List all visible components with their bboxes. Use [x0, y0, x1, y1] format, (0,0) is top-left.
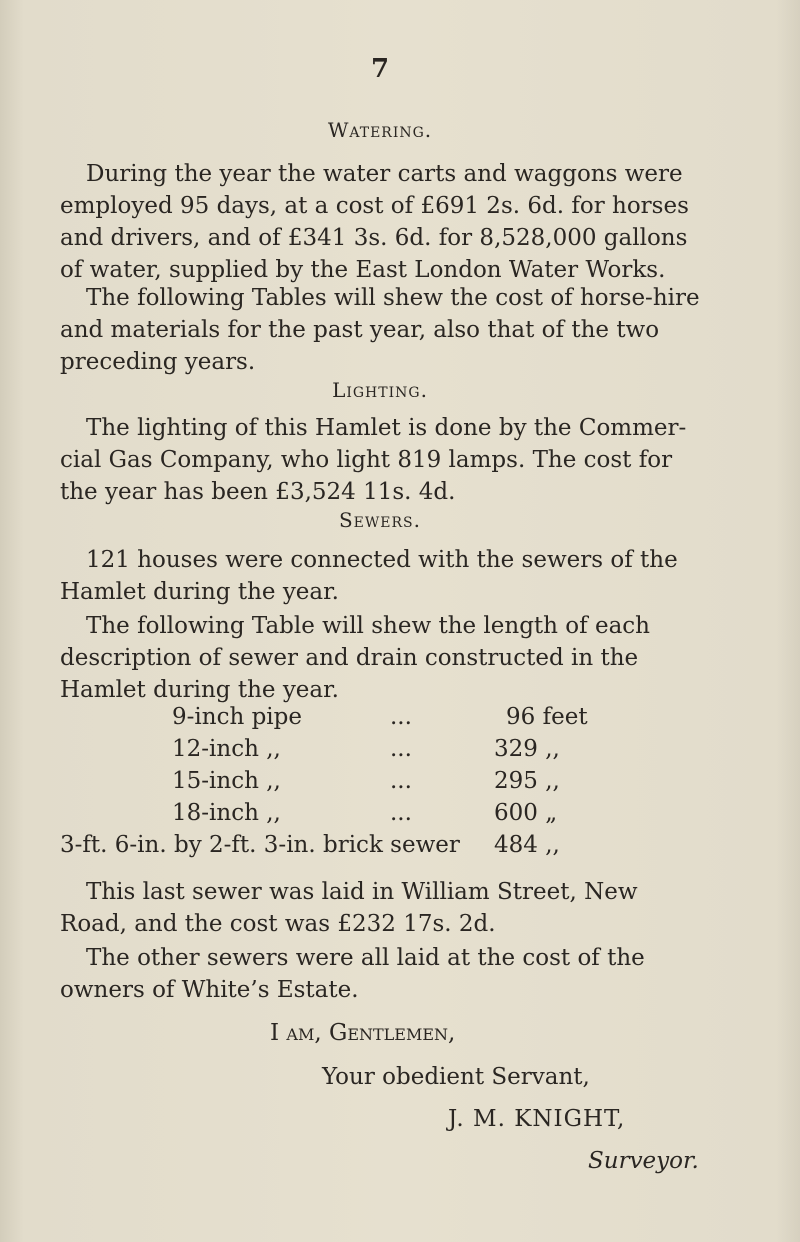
text-line: and drivers, and of £341 3s. 6d. for 8,528,000 gallons	[60, 225, 688, 251]
text-line: 121 houses were connected with the sewers of the	[86, 547, 678, 573]
text-line: During the year the water carts and waggons were	[86, 161, 683, 187]
sewer-length: 600 „	[494, 800, 558, 826]
leader-dots: ...	[390, 768, 412, 794]
sewer-description: 9-inch pipe	[172, 704, 302, 730]
text-line: the year has been £3,524 11s. 4d.	[60, 479, 456, 505]
heading-lighting: Lighting.	[332, 378, 428, 402]
heading-watering: Watering.	[327, 118, 433, 142]
text-line: cial Gas Company, who light 819 lamps. The cost for	[60, 447, 673, 473]
sewer-length: 484 ,,	[494, 832, 560, 858]
text-line: of water, supplied by the East London Water Works.	[60, 257, 666, 283]
sewer-description: 12-inch ,,	[172, 736, 281, 762]
table-row	[172, 798, 281, 828]
signatory-name: J. M. KNIGHT,	[448, 1106, 626, 1132]
table-row	[172, 734, 281, 764]
sewer-length: 96 feet	[506, 704, 588, 730]
text-line: and materials for the past year, also that of the two	[60, 317, 660, 343]
page-number: 7	[370, 54, 390, 84]
text-line: The following Tables will shew the cost of horse-hire	[86, 285, 700, 311]
paragraph-watering-1	[60, 158, 742, 286]
text-line: The following Table will shew the length of each	[86, 613, 650, 639]
text-line: Road, and the cost was £232 17s. 2d.	[60, 911, 496, 937]
text-line: preceding years.	[60, 349, 256, 375]
table-row	[60, 830, 460, 860]
text-line: This last sewer was laid in William Street, New	[86, 879, 638, 905]
leader-dots: ...	[390, 800, 412, 826]
leader-dots: ...	[390, 736, 412, 762]
table-row	[172, 766, 281, 796]
paragraph-sewers-3	[60, 876, 742, 940]
text-line: Hamlet during the year.	[60, 579, 339, 605]
paragraph-watering-2	[60, 282, 742, 378]
paragraph-sewers-1	[60, 544, 742, 608]
text-line: employed 95 days, at a cost of £691 2s. 6d. for horses	[60, 193, 689, 219]
sewer-length: 329 ,,	[494, 736, 560, 762]
leader-dots: ...	[390, 704, 412, 730]
paragraph-sewers-4	[60, 942, 742, 1006]
paragraph-lighting-1	[60, 412, 742, 508]
valediction: Your obedient Servant,	[322, 1064, 590, 1090]
heading-sewers: Sewers.	[338, 508, 422, 532]
signatory-title: Surveyor.	[588, 1148, 699, 1174]
text-line: Hamlet during the year.	[60, 677, 339, 703]
paragraph-sewers-2	[60, 610, 742, 706]
text-line: The other sewers were all laid at the cost of the	[86, 945, 645, 971]
text-line: description of sewer and drain constructed in the	[60, 645, 639, 671]
table-row	[172, 702, 302, 732]
salutation: I am, Gentlemen,	[270, 1020, 456, 1046]
sewer-description: 18-inch ,,	[172, 800, 281, 826]
sewer-description: 15-inch ,,	[172, 768, 281, 794]
text-line: The lighting of this Hamlet is done by the Commer-	[86, 415, 687, 441]
text-line: owners of White’s Estate.	[60, 977, 359, 1003]
sewer-description: 3-ft. 6-in. by 2-ft. 3-in. brick sewer	[60, 832, 460, 858]
sewer-length: 295 ,,	[494, 768, 560, 794]
